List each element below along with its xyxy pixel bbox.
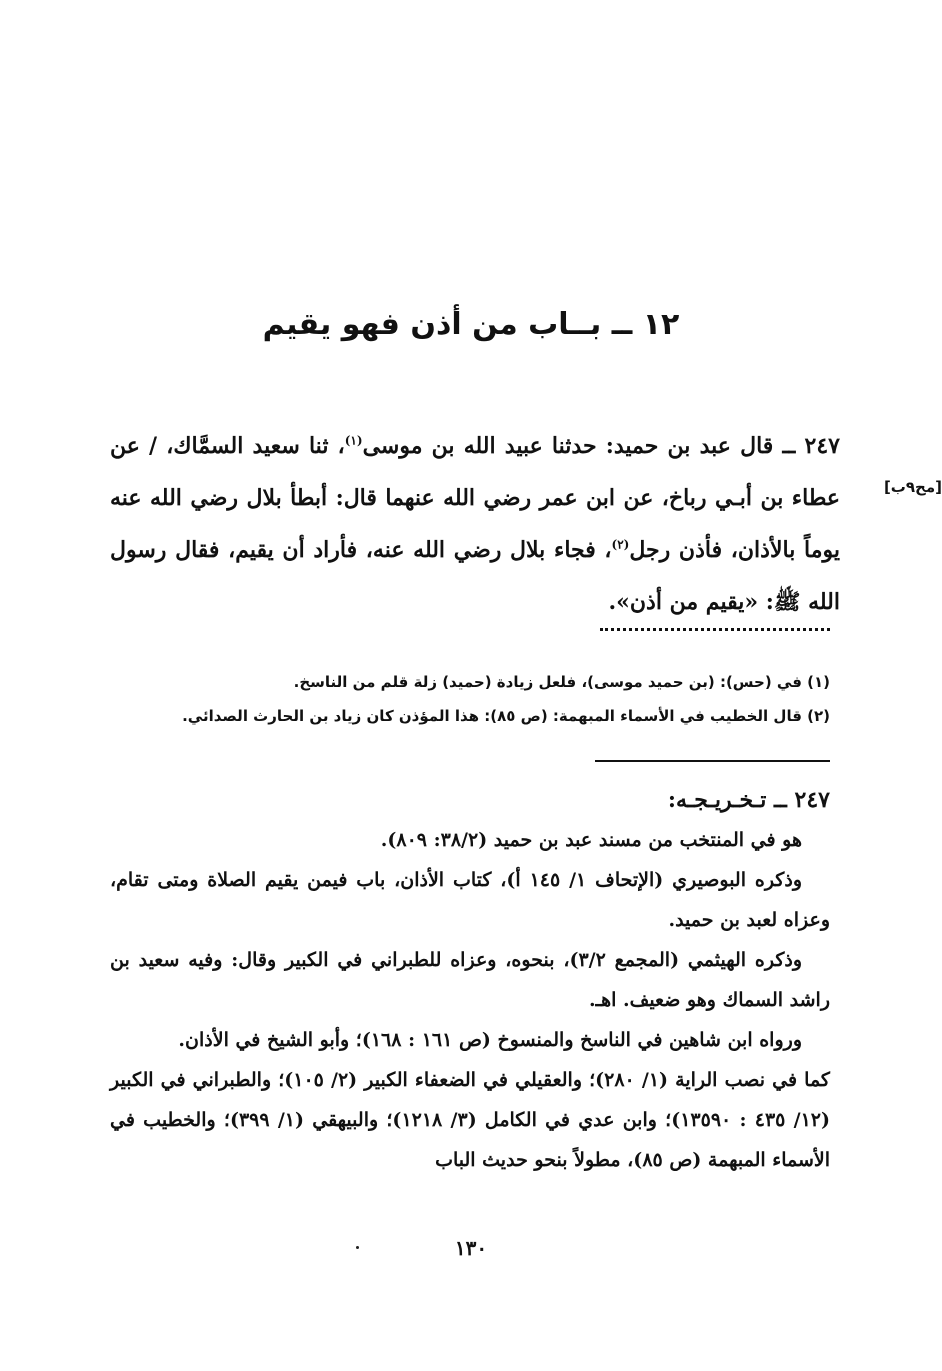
footnote-separator xyxy=(600,628,830,631)
hadith-line-3: ، فجاء بلال رضي الله عنه، فأراد أن يقيم، فقال رسول الله ﷺ: «يقيم من أذن». xyxy=(110,537,840,615)
footnote-1: (١) في (حس): (بن حميد موسى)، فلعل زيادة (حميد) زلة قلم من الناسخ. xyxy=(293,673,830,691)
takhrij-paragraph: هو في المنتخب من مسند عبد بن حميد (٣٨/٢: ٨٠٩). xyxy=(380,829,802,851)
takhrij-final-lines: كما في نصب الراية (١/ ٢٨٠)؛ والعقيلي في الضعفاء الكبير (٢/ ١٠٥)؛ والطبراني في الكبير (١٢/ ٤٣٥ : ١٣٥٩٠)؛ وابن عدي في الكامل (٣/ ١٢١٨)؛ والبيهقي (١/ ٣٩٩)؛ والخطيب في الأسماء المبهمة (ص ٨٥)، مطولاً بنحو حديث الباب xyxy=(110,1069,831,1171)
takhrij-paragraph: وذكره البوصيري (الإتحاف ١/ ١٤٥ أ)، كتاب الأذان، باب فيمن يقيم الصلاة ومتى تقام، وعزاه لعبد بن حميد. xyxy=(110,869,830,931)
chapter-title: ١٢ ــ بــاب من أذن فهو يقيم xyxy=(262,307,680,342)
section-divider xyxy=(595,760,830,762)
hadith-text xyxy=(110,420,840,628)
takhrij-heading: ٢٤٧ ــ تـخـريـجـه: xyxy=(667,787,830,813)
footnotes xyxy=(110,665,830,733)
page-number: ١٣٠ xyxy=(454,1236,488,1260)
footnote-ref-2: (٢) xyxy=(611,537,630,552)
hadith-line-1: ٢٤٧ ــ قال عبد بن حميد: حدثنا عبيد الله بن موسى xyxy=(362,433,840,459)
takhrij-paragraph: ورواه ابن شاهين في الناسخ والمنسوخ (ص ١٦١ : ١٦٨)؛ وأبو الشيخ في الأذان. xyxy=(178,1029,802,1051)
hadith-paragraph xyxy=(110,420,840,628)
footnote-ref-1: (١) xyxy=(344,433,363,448)
margin-note: [مح٩ب] xyxy=(883,478,942,496)
footnote-2: (٢) قال الخطيب في الأسماء المبهمة: (ص ٨٥): هذا المؤذن كان زياد بن الحارث الصدائي. xyxy=(182,707,830,725)
hadith-line-2: ، ثنا سعيد السمَّاك، / عن عطاء بن أبـي رباخ، عن ابن عمر رضي الله عنهما قال: أبطأ بلال رضي الله عنه يوماً بالأذان، فأذن رجل xyxy=(110,433,841,563)
takhrij-section xyxy=(110,780,830,1180)
takhrij-paragraph: وذكره الهيثمي (المجمع ٣/٢)، بنحوه، وعزاه للطبراني في الكبير وقال: وفيه سعيد بن راشد السماك وهو ضعيف. اهـ. xyxy=(110,949,830,1011)
